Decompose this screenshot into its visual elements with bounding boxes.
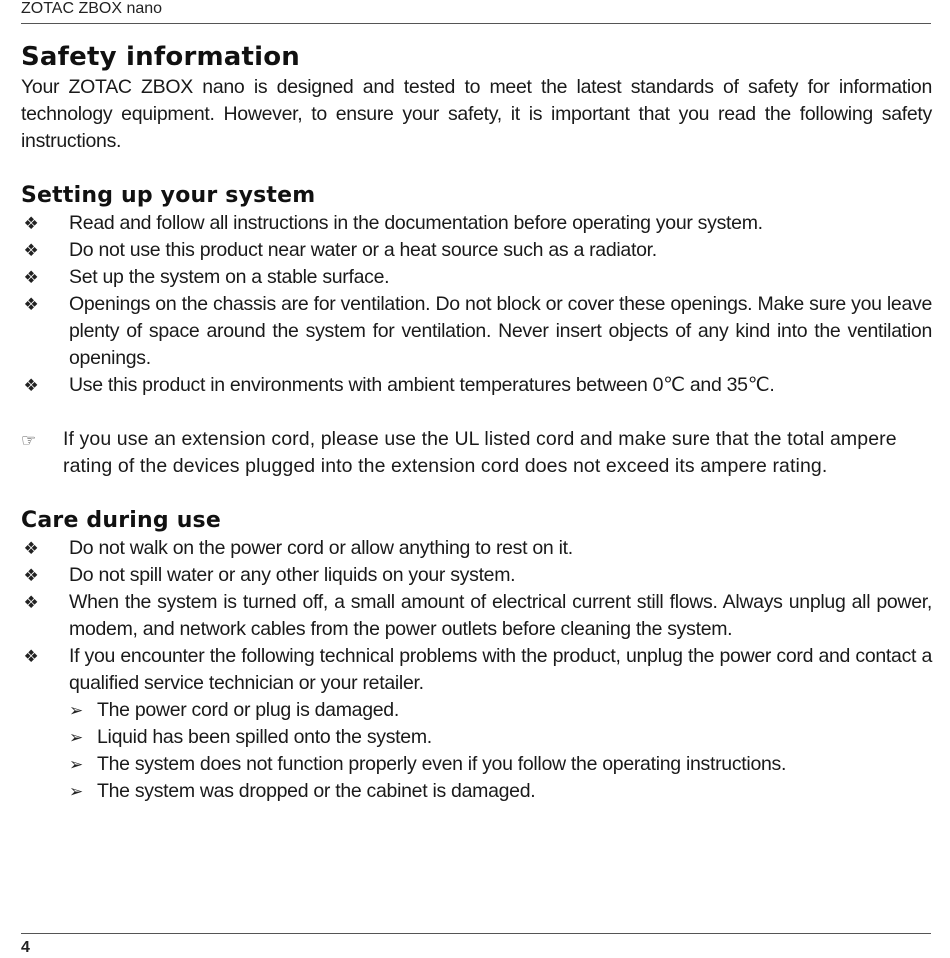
diamond-bullet-icon: ❖: [23, 268, 39, 287]
extension-cord-note: ☞ If you use an extension cord, please use the UL listed cord and make sure that the total ampere rating of the devices plugged into the extension cord does not exceed its ampere rating.: [21, 428, 897, 477]
diamond-bullet-icon: ❖: [23, 376, 39, 395]
list-item: ❖ Do not use this product near water or a heat source such as a radiator.: [21, 237, 932, 264]
setup-list: [21, 210, 932, 399]
diamond-bullet-icon: ❖: [23, 241, 39, 260]
arrowhead-icon: ➢: [69, 728, 83, 747]
list-item: ❖ Do not spill water or any other liquids on your system.: [21, 562, 932, 589]
page-content: [21, 40, 932, 805]
list-item: ➢ The system does not function properly even if you follow the operating instructions.: [21, 751, 932, 778]
list-item: ❖ Do not walk on the power cord or allow anything to rest on it.: [21, 535, 932, 562]
list-item: ➢ The power cord or plug is damaged.: [21, 697, 932, 724]
arrowhead-icon: ➢: [69, 701, 83, 720]
footer-divider: [21, 933, 931, 934]
diamond-bullet-icon: ❖: [23, 566, 39, 585]
safety-title: Safety information: [21, 42, 301, 72]
list-item: ❖ If you encounter the following technical problems with the product, unplug the power cord and contact a qualified service technician or your retailer.: [21, 643, 932, 697]
list-item: ❖ Set up the system on a stable surface.: [21, 264, 932, 291]
list-item: ❖ Openings on the chassis are for ventilation. Do not block or cover these openings. Make sure you leave plenty of space around the system for ventilation. Never insert objects of any kind into the ventilation openings.: [21, 291, 932, 372]
problem-list: [21, 697, 932, 805]
diamond-bullet-icon: ❖: [23, 214, 39, 233]
list-item: ➢ Liquid has been spilled onto the system.: [21, 724, 932, 751]
list-item: ❖ Read and follow all instructions in the documentation before operating your system.: [21, 210, 932, 237]
list-item: ❖ When the system is turned off, a small amount of electrical current still flows. Always unplug all power, modem, and network cables from the power outlets before cleaning the system.: [21, 589, 932, 643]
header-title: ZOTAC ZBOX nano: [21, 0, 163, 17]
care-title: Care during use: [21, 508, 221, 533]
pointing-hand-icon: ☞: [21, 431, 37, 450]
arrowhead-icon: ➢: [69, 755, 83, 774]
list-item: ❖ Use this product in environments with ambient temperatures between 0℃ and 35℃.: [21, 372, 932, 399]
diamond-bullet-icon: ❖: [23, 647, 39, 666]
setup-title: Setting up your system: [21, 183, 316, 208]
arrowhead-icon: ➢: [69, 782, 83, 801]
diamond-bullet-icon: ❖: [23, 295, 39, 314]
page-header: [21, 0, 931, 24]
care-list: [21, 535, 932, 697]
page-number: 4: [21, 939, 30, 956]
safety-intro: Your ZOTAC ZBOX nano is designed and tested to meet the latest standards of safety for information technology equipment. However, to ensure your safety, it is important that you read the following safety instructions.: [21, 76, 932, 152]
diamond-bullet-icon: ❖: [23, 593, 39, 612]
list-item: ➢ The system was dropped or the cabinet is damaged.: [21, 778, 932, 805]
diamond-bullet-icon: ❖: [23, 539, 39, 558]
